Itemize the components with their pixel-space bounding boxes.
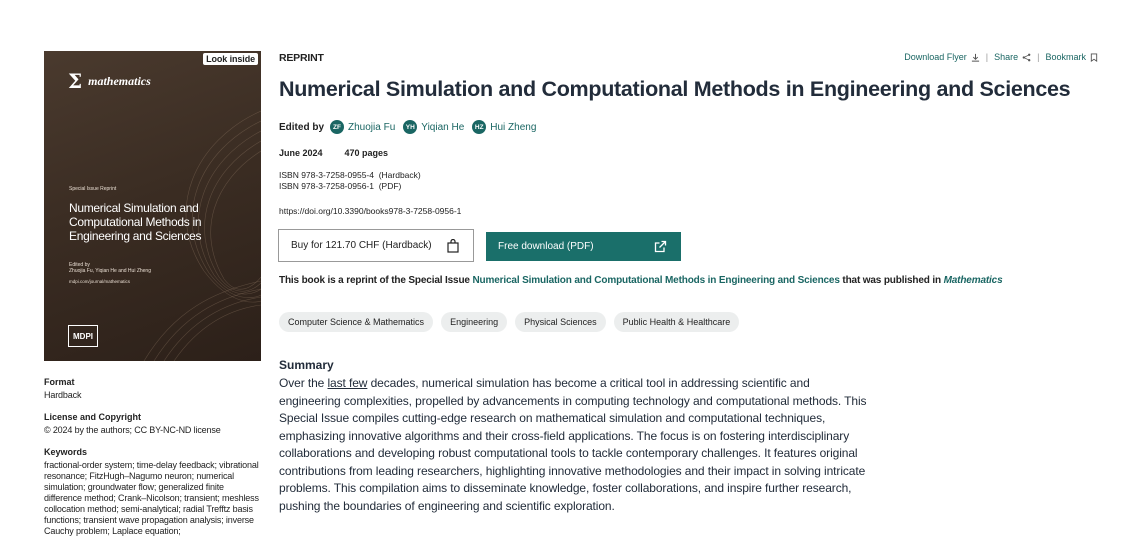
editor-name: Hui Zheng — [490, 121, 537, 133]
editor-link-he[interactable] — [403, 120, 464, 134]
tag-computer-science[interactable]: Computer Science & Mathematics — [279, 312, 433, 332]
license-label: License and Copyright — [44, 412, 142, 422]
summary-link[interactable]: last few — [327, 376, 368, 390]
subject-tags — [279, 312, 739, 332]
license-value: © 2024 by the authors; CC BY-NC-ND license — [44, 425, 221, 435]
cover-url: mdpi.com/journal/mathematics — [69, 279, 131, 284]
free-download-label: Free download (PDF) — [498, 241, 594, 252]
editor-avatar: ZF — [330, 120, 344, 134]
bookmark-link[interactable] — [1045, 52, 1098, 62]
download-icon — [971, 53, 980, 62]
format-section — [44, 377, 259, 401]
journal-link[interactable]: Mathematics — [943, 275, 1003, 286]
shopping-bag-icon — [447, 239, 459, 253]
editor-link-fu[interactable] — [330, 120, 395, 134]
cover-journal-logo — [68, 69, 151, 93]
share-icon — [1022, 53, 1031, 62]
cover-kicker: Special Issue Reprint — [69, 186, 117, 192]
download-flyer-link[interactable] — [904, 52, 980, 62]
editor-avatar: YH — [403, 120, 417, 134]
format-value: Hardback — [44, 390, 82, 400]
reprint-note-middle: that was published in — [842, 275, 941, 286]
tag-engineering[interactable]: Engineering — [441, 312, 507, 332]
external-link-icon — [654, 240, 667, 253]
look-inside-badge[interactable]: Look inside — [203, 53, 258, 65]
format-label: Format — [44, 377, 75, 387]
reprint-label: REPRINT — [279, 52, 324, 64]
tag-public-health[interactable]: Public Health & Healthcare — [614, 312, 740, 332]
isbn-hardback: ISBN 978-3-7258-0955-4 (Hardback) — [279, 170, 421, 180]
isbn-block — [279, 170, 421, 192]
reprint-note — [279, 275, 1003, 286]
page-title: Numerical Simulation and Computational Methods in Engineering and Sciences — [279, 77, 1071, 101]
buy-button-label: Buy for 121.70 CHF (Hardback) — [291, 240, 432, 251]
page-count: 470 pages — [344, 148, 389, 158]
top-actions — [904, 52, 1098, 62]
divider: | — [985, 52, 989, 62]
download-flyer-label: Download Flyer — [904, 52, 967, 62]
publication-date: June 2024 — [279, 148, 323, 158]
editor-link-zheng[interactable] — [472, 120, 536, 134]
free-download-button[interactable] — [486, 232, 681, 261]
doi-link[interactable]: https://doi.org/10.3390/books978-3-7258-0956-1 — [279, 206, 462, 216]
cover-edited-label: Edited by — [69, 262, 90, 268]
summary-lead: Over the — [279, 376, 325, 390]
reprint-note-prefix: This book is a reprint of the Special Issue — [279, 275, 470, 286]
license-section — [44, 412, 259, 436]
bookmark-label: Bookmark — [1045, 52, 1086, 62]
publication-info — [279, 148, 388, 158]
isbn-pdf: ISBN 978-3-7258-0956-1 (PDF) — [279, 181, 402, 191]
keywords-section — [44, 447, 259, 537]
cover-journal-name: mathematics — [88, 73, 151, 88]
share-label: Share — [994, 52, 1019, 62]
edited-by-label: Edited by — [279, 121, 325, 133]
editor-name: Yiqian He — [421, 121, 465, 133]
special-issue-link[interactable]: Numerical Simulation and Computational Methods in Engineering and Sciences — [472, 275, 840, 286]
summary-text — [279, 375, 874, 515]
share-link[interactable] — [994, 52, 1031, 62]
editor-avatar: HZ — [472, 120, 486, 134]
cover-editor-names: Zhuojia Fu, Yiqian He and Hui Zheng — [69, 268, 151, 274]
keywords-label: Keywords — [44, 447, 88, 457]
summary-heading: Summary — [279, 358, 334, 372]
summary-body: decades, numerical simulation has become a critical tool in addressing scientific and engineering complexities, propelled by advancements in computing technology and computational methods. This Special Issue compiles cutting-edge research on mathematical simulation and computational techniques, emphasizing innovative algorithms and their cross-field applications. The focus is on fostering interdisciplinary collaborations and developing robust computational tools to tackle contemporary challenges. It features original contributions from leading researchers, highlighting innovative methodologies and their impact in solving intricate problems. This compilation aims to disseminate knowledge, foster collaborations, and inspire further research, pushing the boundaries of engineering and scientific exploration. — [279, 376, 867, 513]
book-cover[interactable] — [44, 51, 261, 361]
sigma-icon: Σ — [68, 69, 83, 93]
cover-title: Numerical Simulation and Computational Methods in Engineering and Sciences — [69, 201, 202, 243]
tag-physical-sciences[interactable]: Physical Sciences — [515, 312, 606, 332]
editors-row — [279, 120, 544, 134]
editor-name: Zhuojia Fu — [348, 121, 396, 133]
keywords-value: fractional-order system; time-delay feedback; vibrational resonance; FitzHugh–Nagumo neuron; numerical simulation; groundwater flow; generalized finite difference method; Crank–Nicolson; transient; meshless collocation method; semi-analytical; radial Trefftz basis functions; transient wave propagation analysis; inverse Cauchy problem; Laplace equation; — [44, 460, 259, 536]
bookmark-icon — [1090, 53, 1098, 62]
divider: | — [1037, 52, 1040, 62]
mdpi-logo: MDPI — [68, 325, 98, 347]
cover-editors — [69, 262, 249, 274]
buy-hardback-button[interactable] — [278, 229, 474, 262]
